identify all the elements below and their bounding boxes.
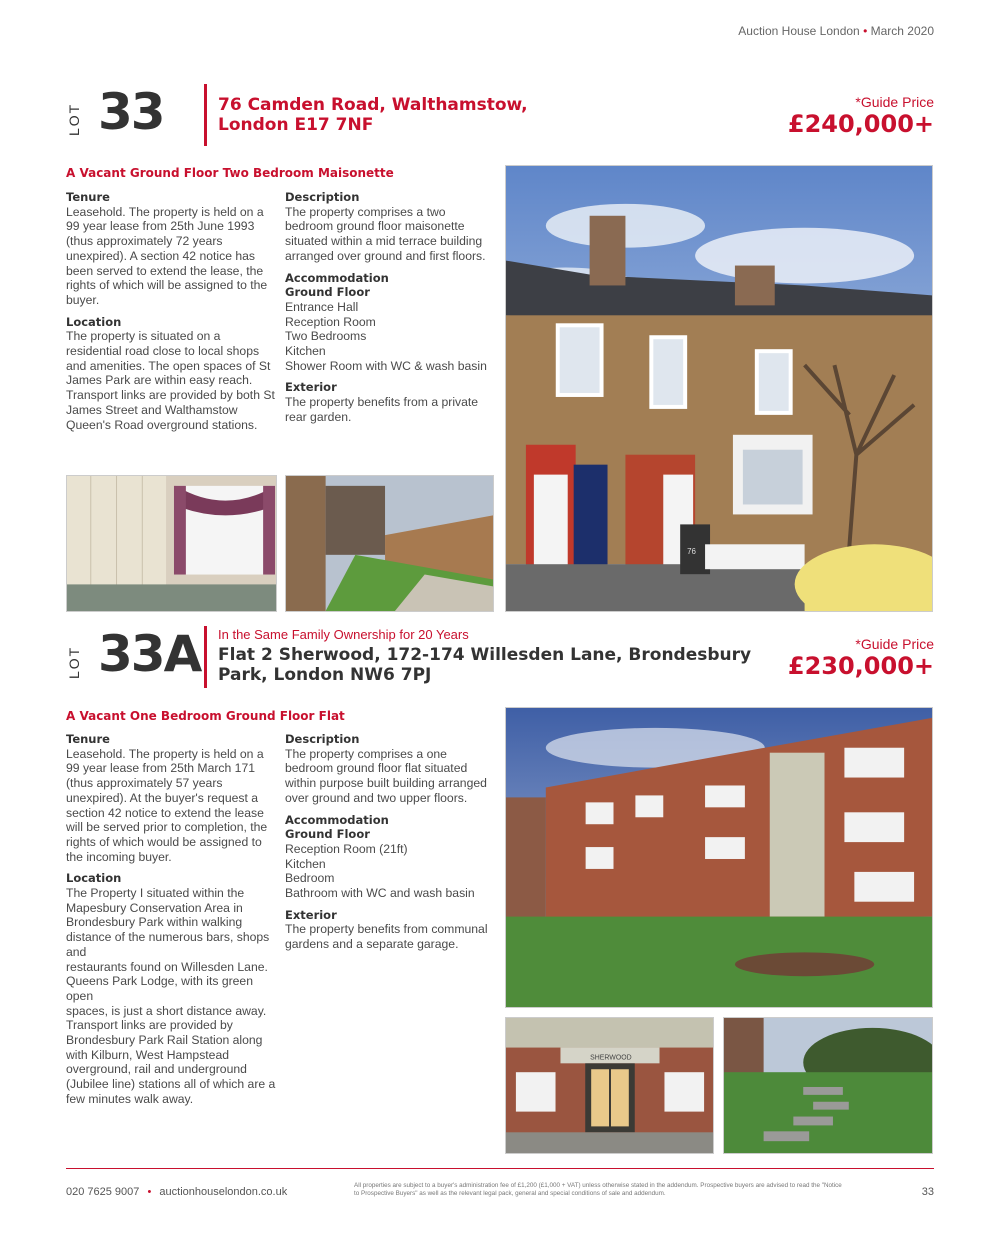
exterior-heading: Exterior — [285, 907, 337, 922]
room-item: Shower Room with WC & wash basin — [285, 358, 487, 373]
footer-disclaimer: All properties are subject to a buyer's administration fee of £1,200 (£1,000 + VAT) unless otherwise stated in the addendum. Prospective buyers are advised to read the "Notice to Prospective Buyers" as well as the relevant legal pack, general and special conditions of sale and addendum. — [354, 1182, 842, 1197]
property-photo-main — [505, 707, 933, 1008]
floor-heading: Ground Floor — [285, 285, 370, 300]
issue-date: March 2020 — [870, 24, 934, 38]
room-item: Bedroom — [285, 871, 335, 886]
lot-address — [218, 645, 751, 685]
lot-tagline: A Vacant One Bedroom Ground Floor Flat — [66, 709, 345, 723]
lot-subtitle: In the Same Family Ownership for 20 Years — [218, 627, 469, 642]
address-line-1: 76 Camden Road, Walthamstow, — [218, 95, 528, 115]
footer-website-link[interactable]: auctionhouselondon.co.uk — [159, 1186, 288, 1198]
lot-divider — [204, 626, 207, 688]
description-heading: Description — [285, 732, 360, 746]
guide-price-label: *Guide Price — [855, 636, 934, 652]
description-text: The property comprises a two bedroom ground floor maisonette situated within a mid terrace building arranged over ground and first floors. — [285, 204, 486, 263]
room-item: Kitchen — [285, 344, 326, 359]
room-item: Reception Room — [285, 314, 376, 329]
exterior-text: The property benefits from communal gardens and a separate garage. — [285, 922, 488, 952]
header-separator: • — [863, 24, 868, 38]
location-heading: Location — [66, 314, 122, 329]
property-photo-garden — [723, 1017, 933, 1154]
location-text: The property is situated on a residential road close to local shops and amenities. The open spaces of St James Park are within easy reach. Transport links are provided by both St James Street and Walthamstow Queen's Road overground stations. — [66, 329, 275, 432]
footer-separator: • — [147, 1186, 152, 1198]
building-sign-text: SHERWOOD — [590, 1054, 632, 1062]
footer-contact — [66, 1186, 287, 1198]
description-heading: Description — [285, 190, 360, 204]
tenure-heading: Tenure — [66, 732, 110, 746]
room-item: Reception Room (21ft) — [285, 841, 408, 856]
publisher-name: Auction House London — [738, 24, 860, 38]
lot-number: 33A — [98, 625, 201, 683]
guide-price: £230,000+ — [787, 652, 934, 680]
footer-divider — [66, 1168, 934, 1169]
guide-price: £240,000+ — [787, 110, 934, 138]
location-text: The Property I situated within the Mapesbury Conservation Area in Brondesbury Park within walking distance of the numerous bars, shops and restaurants found on Willesden Lane. Queens Park Lodge, with its green open spaces, is just a short distance away. Transport links are provided by Brondesbury Park Rail Station along with Kilburn, West Hampstead overground, rail and underground (Jubilee line) stations all of which are a few minutes walk away. — [66, 886, 276, 1106]
lot-address — [218, 95, 528, 135]
property-photo-interior — [66, 475, 277, 612]
tenure-text: Leasehold. The property is held on a 99 year lease from 25th June 1993 (thus approximately 72 years unexpired). A section 42 notice has been served to extend the lease, the rights of which will be assigned to the buyer. — [66, 204, 268, 307]
lot-label: LOT — [66, 102, 82, 136]
accommodation-heading: Accommodation — [285, 812, 389, 827]
room-item: Kitchen — [285, 856, 326, 871]
right-column — [285, 732, 497, 952]
address-line-2: London E17 7NF — [218, 115, 374, 135]
right-column — [285, 190, 497, 425]
footer-phone: 020 7625 9007 — [66, 1186, 140, 1198]
room-item: Entrance Hall — [285, 299, 359, 314]
left-column — [66, 732, 278, 1107]
lot-number: 33 — [98, 83, 164, 141]
room-item: Bathroom with WC and wash basin — [285, 886, 475, 901]
left-column — [66, 190, 278, 432]
exterior-text: The property benefits from a private rear garden. — [285, 395, 479, 424]
address-line-2: Park, London NW6 7PJ — [218, 665, 432, 685]
tenure-heading: Tenure — [66, 190, 110, 204]
floor-heading: Ground Floor — [285, 827, 370, 842]
door-number-text: 76 — [687, 547, 697, 557]
property-photo-garden — [285, 475, 494, 612]
lot-label: LOT — [66, 645, 82, 679]
exterior-heading: Exterior — [285, 380, 337, 395]
address-line-1: Flat 2 Sherwood, 172-174 Willesden Lane, Brondesbury — [218, 645, 752, 665]
page-header — [738, 24, 934, 38]
tenure-text: Leasehold. The property is held on a 99 year lease from 25th March 171 (thus approximately 57 years unexpired). At the buyer's request a section 42 notice to extend the lease will be served prior to completion, the rights of which would be assigned to the incoming buyer. — [66, 746, 268, 864]
description-text: The property comprises a one bedroom ground floor flat situated within purpose built building arranged over ground and two upper floors. — [285, 746, 487, 805]
location-heading: Location — [66, 871, 122, 886]
accommodation-heading: Accommodation — [285, 270, 389, 285]
property-photo-entrance — [505, 1017, 714, 1154]
page-number: 33 — [921, 1186, 934, 1198]
room-list — [285, 842, 497, 901]
guide-price-label: *Guide Price — [855, 94, 934, 110]
room-list — [285, 300, 497, 374]
room-item: Two Bedrooms — [285, 329, 367, 344]
lot-tagline: A Vacant Ground Floor Two Bedroom Maisonette — [66, 166, 394, 180]
lot-divider — [204, 84, 207, 146]
property-photo-main — [505, 165, 933, 612]
